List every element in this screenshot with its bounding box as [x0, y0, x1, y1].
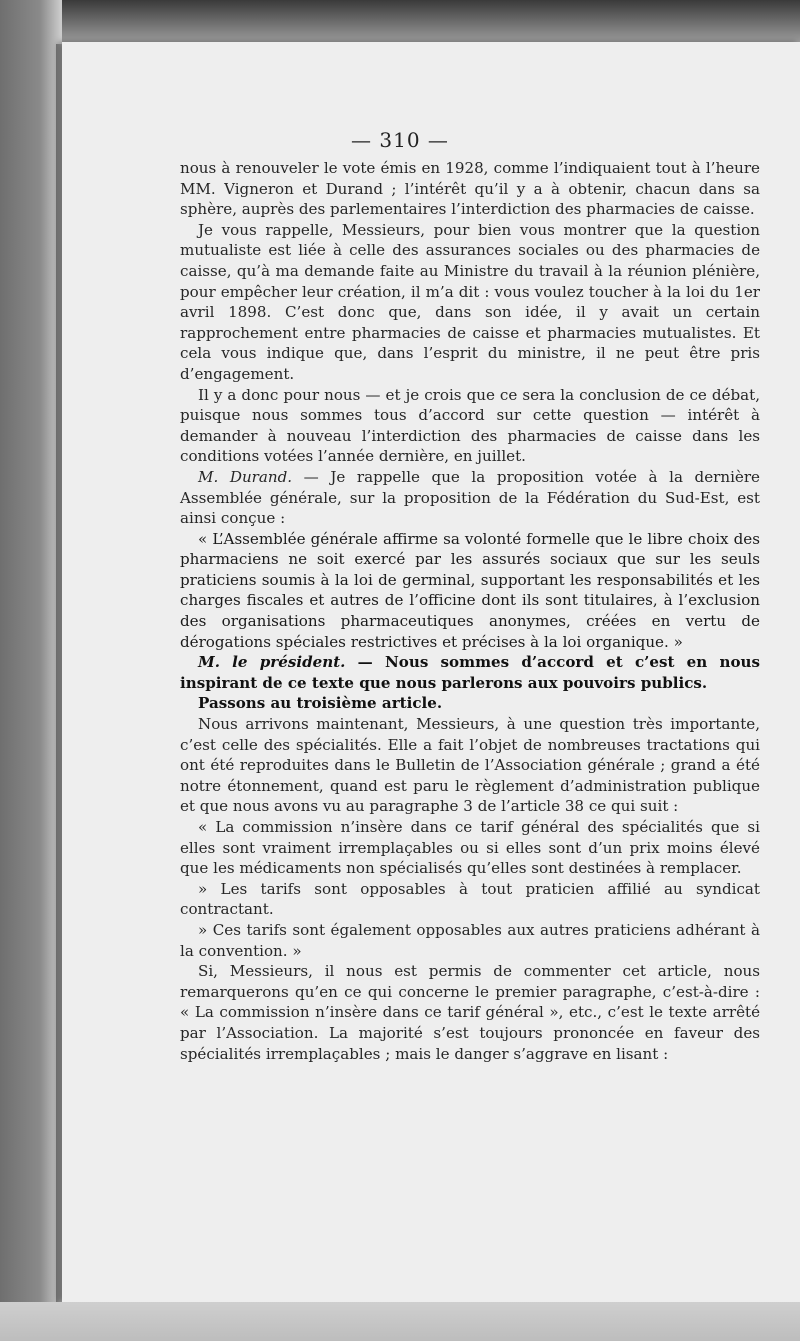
paragraph: nous à renouveler le vote émis en 1928, comme l’indiquaient tout à l’heure MM. Vigneron et Durand ; l’intérêt qu’il y a à obtenir, chacun dans sa sphère, auprès des parlementaires l’interdiction des pharmacies de caisse. [180, 159, 760, 219]
speaker-name: M. le président. [198, 653, 346, 672]
paragraph: Nous arrivons maintenant, Messieurs, à une question très importante, c’est celle des spécialités. Elle a fait l’objet de nombreuses tractations qui ont été reproduites dans le Bulletin de l’Association générale ; grand a été notre étonnement, quand est paru le règlement d’administration publique et que nous avons vu au paragraphe 3 de l’article 38 ce qui suit : [180, 715, 760, 816]
body-text [180, 158, 760, 1064]
quoted-article: » Les tarifs sont opposables à tout praticien affilié au syndicat contractant. [180, 879, 760, 919]
paragraph: Passons au troisième article. [198, 694, 443, 713]
scan-top-shadow [62, 0, 800, 42]
paragraph: Il y a donc pour nous — et je crois que ce sera la conclusion de ce débat, puisque nous sommes tous d’accord sur cette question — intérêt à demander à nouveau l’interdiction des pharmacies de caisse dans les conditions votées l’année dernière, en juillet. [180, 385, 760, 466]
scan-bottom-margin [0, 1302, 800, 1341]
paragraph [180, 652, 760, 693]
speech-text: — Nous sommes d’accord et c’est en nous inspirant de ce texte que nous parlerons aux pouvoirs publics. [180, 653, 760, 692]
page-number: — 310 — [351, 128, 449, 152]
speech-text: — Je rappelle que la proposition votée à la dernière Assemblée générale, sur la proposition de la Fédération du Sud-Est, est ainsi conçue : [180, 467, 760, 528]
quoted-resolution: « L’Assemblée générale affirme sa volonté formelle que le libre choix des pharmaciens ne soit exercé par les assurés sociaux que sur les seuls praticiens soumis à la loi de germinal, supportant les responsabilités et les charges fiscales et autres de l’officine dont ils sont titulaires, à l’exclusion des organisations pharmaceutiques anonymes, créées en vertu de dérogations spéciales restrictives et précises à la loi organique. » [180, 529, 760, 651]
speaker-name: M. Durand. [198, 467, 293, 486]
quoted-article: « La commission n’insère dans ce tarif général des spécialités que si elles sont vraiment irremplaçables ou si elles sont d’un prix moins élevé que les médicaments non spécialisés qu’elles sont destinées à remplacer. [180, 818, 760, 878]
paragraph [180, 467, 760, 529]
quoted-article: » Ces tarifs sont également opposables aux autres praticiens adhérant à la convention. » [180, 920, 760, 960]
paragraph: Je vous rappelle, Messieurs, pour bien vous montrer que la question mutualiste est liée à celle des assurances sociales ou des pharmacies de caisse, qu’à ma demande faite au Ministre du travail à la réunion plénière, pour empêcher leur création, il m’a dit : vous voulez toucher à la loi du 1er avril 1898. C’est donc que, dans son idée, il y avait un certain rapprochement entre pharmacies de caisse et pharmacies mutualistes. Et cela vous indique que, dans l’esprit du ministre, il ne peut être pris d’engagement. [180, 220, 760, 383]
paragraph: Si, Messieurs, il nous est permis de commenter cet article, nous remarquerons qu’en ce qui concerne le premier paragraphe, c’est-à-dire : « La commission n’insère dans ce tarif général », etc., c’est le texte arrêté par l’Association. La majorité s’est toujours prononcée en faveur des spécialités irremplaçables ; mais le danger s’aggrave en lisant : [180, 962, 760, 1063]
